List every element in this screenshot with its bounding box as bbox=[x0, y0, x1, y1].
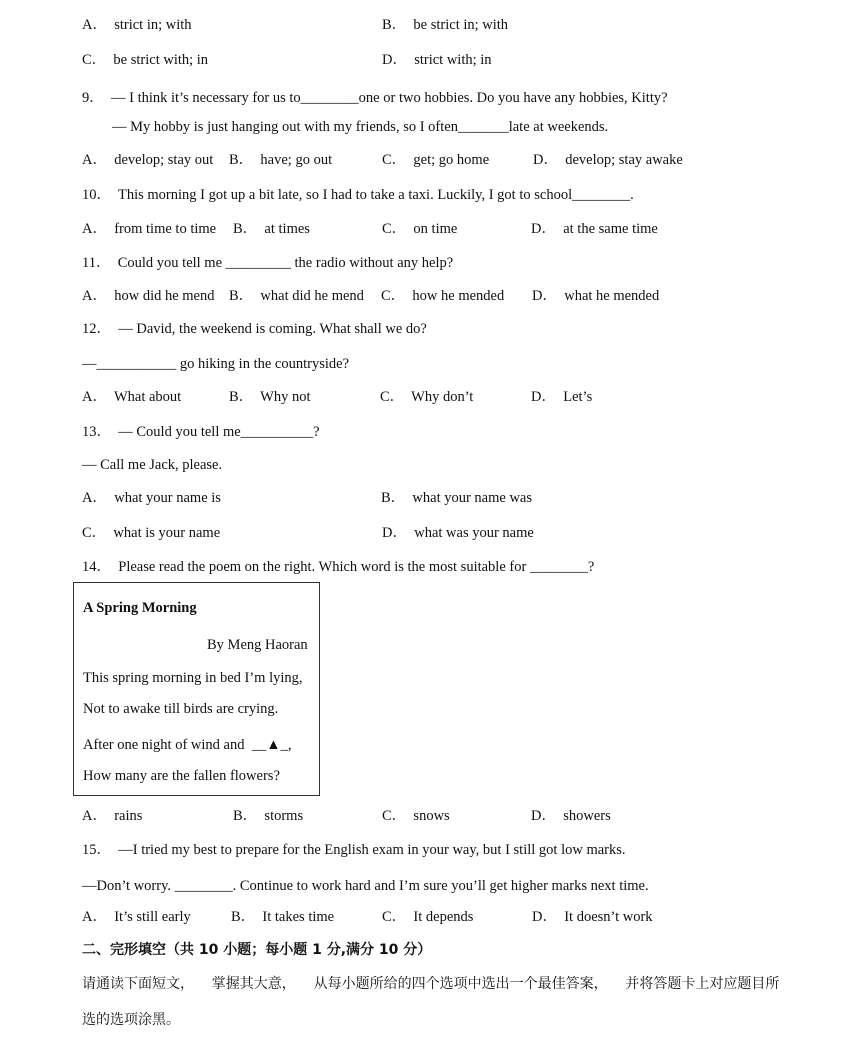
q10-option-b: B． at times bbox=[233, 221, 310, 237]
q13-option-d: D． what was your name bbox=[382, 525, 534, 541]
q14-option-a: A． rains bbox=[82, 808, 143, 824]
poem-line-2: Not to awake till birds are crying. bbox=[83, 701, 279, 717]
q15-option-d: D． It doesn’t work bbox=[532, 909, 653, 925]
q9-question: 9． — I think it’s necessary for us to________one or two hobbies. Do you have any hobbies, Kitty? bbox=[82, 90, 668, 106]
q15-reply: —Don’t worry. ________. Continue to work hard and I’m sure you’ll get higher marks next time. bbox=[82, 878, 649, 894]
section-2-instructions-2: 选的选项涂黑。 bbox=[82, 1012, 180, 1028]
q11-option-d: D． what he mended bbox=[532, 288, 660, 304]
q14-question: 14． Please read the poem on the right. Which word is the most suitable for ________? bbox=[82, 559, 595, 575]
q14-option-c: C． snows bbox=[382, 808, 450, 824]
q8-option-a: A． strict in; with bbox=[82, 17, 192, 33]
q14-option-d: D． showers bbox=[531, 808, 611, 824]
q8-option-b: B． be strict in; with bbox=[382, 17, 509, 33]
q15-option-a: A． It’s still early bbox=[82, 909, 191, 925]
q9-option-a: A． develop; stay out bbox=[82, 152, 214, 168]
q12-option-a: A． What about bbox=[82, 389, 182, 405]
q14-option-b: B． storms bbox=[233, 808, 304, 824]
q9-option-d: D． develop; stay awake bbox=[533, 152, 683, 168]
q9-reply: — My hobby is just hanging out with my friends, so I often_______late at weekends. bbox=[112, 119, 609, 135]
q13-option-c: C． what is your name bbox=[82, 525, 221, 541]
q10-question: 10． This morning I got up a bit late, so I had to take a taxi. Luckily, I got to school________. bbox=[82, 187, 634, 203]
q15-option-b: B． It takes time bbox=[231, 909, 335, 925]
q12-reply: —___________ go hiking in the countryside? bbox=[82, 356, 350, 372]
q12-option-b: B． Why not bbox=[229, 389, 311, 405]
q8-option-c: C． be strict with; in bbox=[82, 52, 209, 68]
q10-option-a: A． from time to time bbox=[82, 221, 217, 237]
q12-question: 12． — David, the weekend is coming. What shall we do? bbox=[82, 321, 427, 337]
q15-option-c: C． It depends bbox=[382, 909, 474, 925]
q11-option-a: A． how did he mend bbox=[82, 288, 215, 304]
q11-question: 11． Could you tell me _________ the radio without any help? bbox=[82, 255, 454, 271]
q13-option-b: B． what your name was bbox=[381, 490, 533, 506]
q15-question: 15． —I tried my best to prepare for the English exam in your way, but I still got low marks. bbox=[82, 842, 626, 858]
q10-option-d: D． at the same time bbox=[531, 221, 658, 237]
q11-option-b: B． what did he mend bbox=[229, 288, 364, 304]
q10-option-c: C． on time bbox=[382, 221, 458, 237]
q12-option-d: D． Let’s bbox=[531, 389, 593, 405]
q11-option-c: C． how he mended bbox=[381, 288, 505, 304]
q13-reply: — Call me Jack, please. bbox=[82, 457, 223, 473]
poem-line-3: After one night of wind and __▲_, bbox=[83, 737, 292, 753]
poem-line-1: This spring morning in bed I’m lying, bbox=[83, 670, 303, 686]
poem-title: A Spring Morning bbox=[83, 600, 197, 616]
section-2-title: 二、完形填空（共 10 小题；每小题 1 分,满分 10 分） bbox=[82, 942, 432, 958]
q9-option-c: C． get; go home bbox=[382, 152, 490, 168]
section-2-instructions-1: 请通读下面短文， 掌握其大意， 从每小题所给的四个选项中选出一个最佳答案， 并将答题卡上对应题目所 bbox=[82, 976, 780, 992]
q9-option-b: B． have; go out bbox=[229, 152, 333, 168]
q13-question: 13． — Could you tell me__________? bbox=[82, 424, 320, 440]
q12-option-c: C． Why don’t bbox=[380, 389, 474, 405]
poem-author: By Meng Haoran bbox=[207, 637, 308, 653]
poem-line-4: How many are the fallen flowers? bbox=[83, 768, 280, 784]
q8-option-d: D． strict with; in bbox=[382, 52, 492, 68]
q13-option-a: A． what your name is bbox=[82, 490, 221, 506]
poem-box bbox=[73, 582, 320, 796]
